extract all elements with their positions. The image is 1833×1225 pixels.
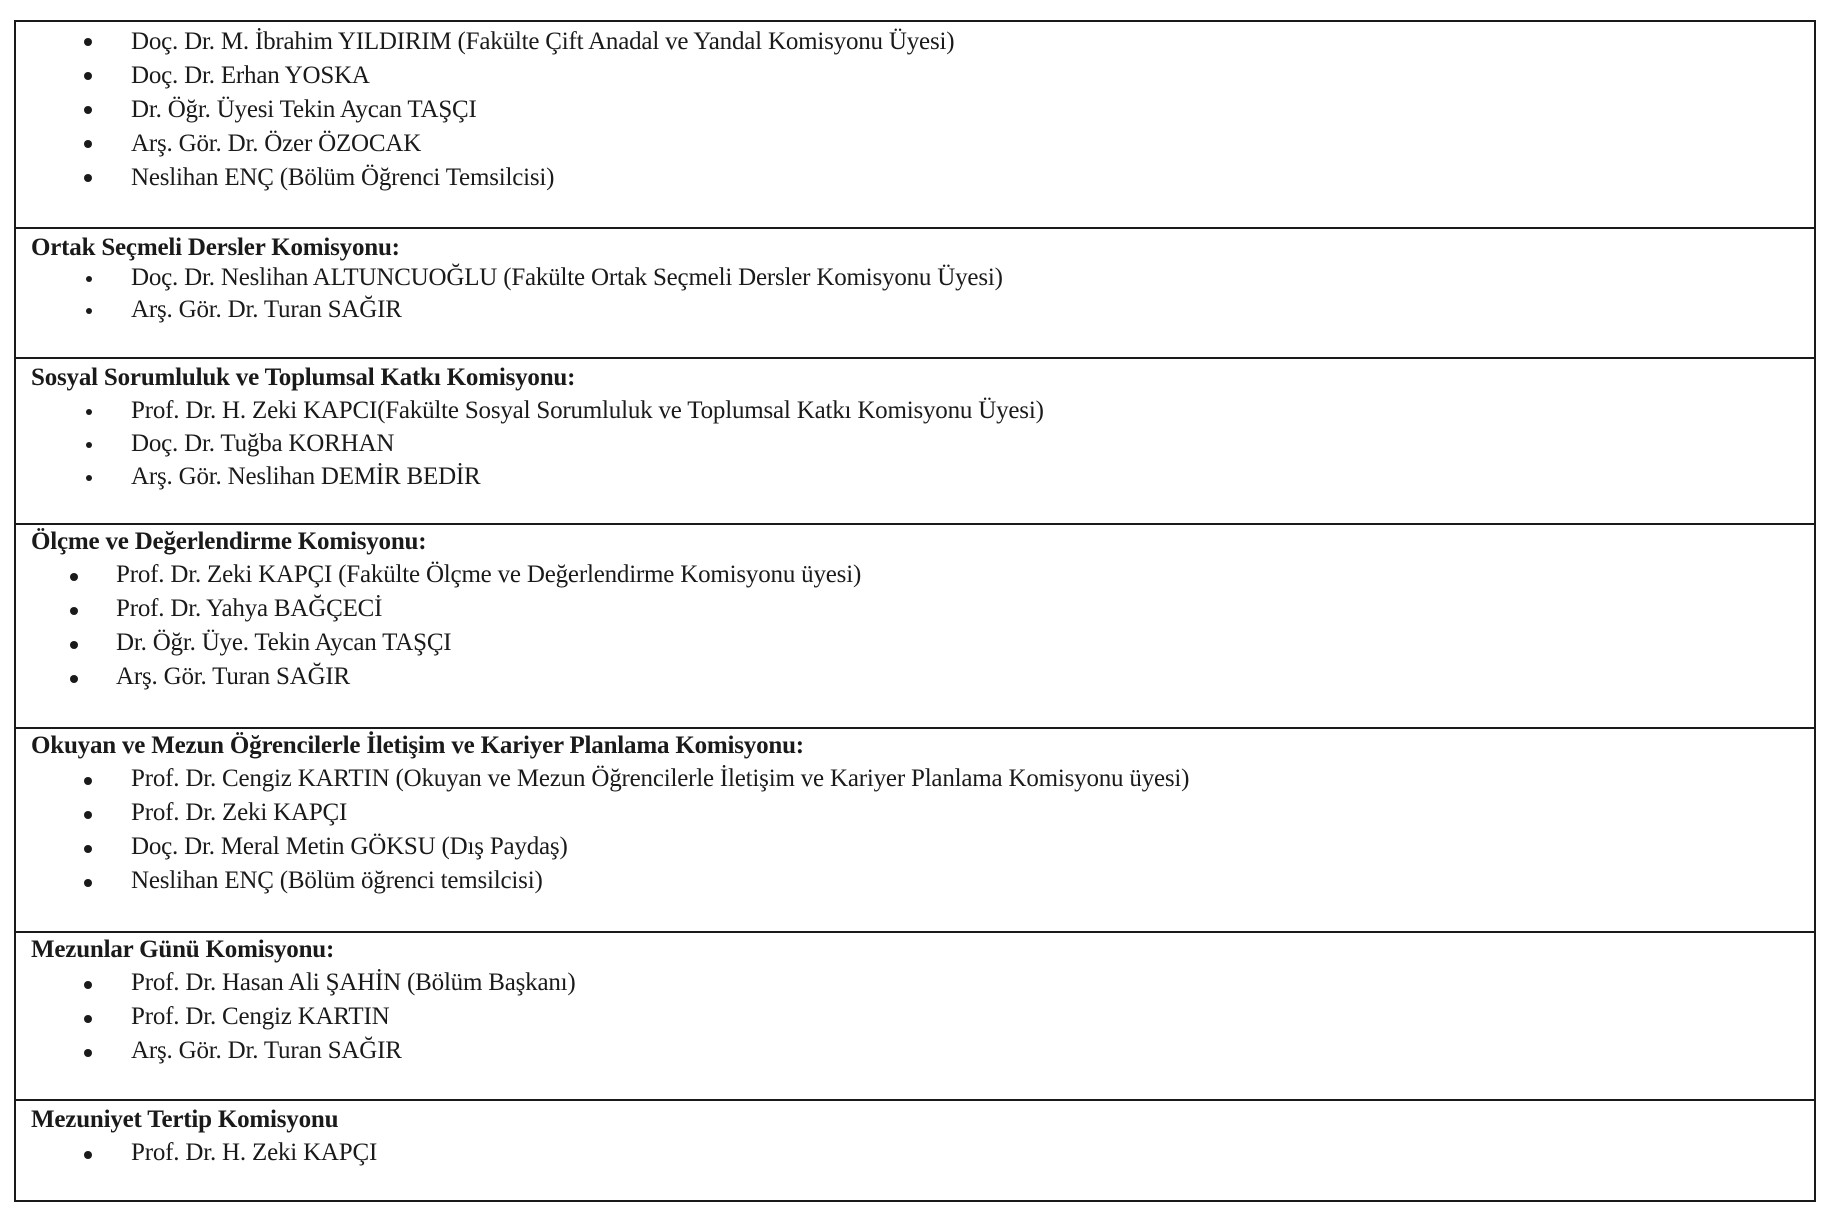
bullet: [84, 1015, 92, 1023]
bullet: [84, 1049, 92, 1057]
list-item: Dr. Öğr. Üye. Tekin Aycan TAŞÇI: [116, 629, 452, 656]
section-ortak-secmeli: [16, 227, 1814, 357]
bullet: [84, 38, 92, 46]
bullet: [70, 573, 78, 581]
list-item: Doç. Dr. Meral Metin GÖKSU (Dış Paydaş): [131, 833, 568, 860]
list-item: Prof. Dr. H. Zeki KAPÇI: [131, 1139, 378, 1166]
section-sosyal-sorumluluk: [16, 357, 1814, 523]
list-item: Arş. Gör. Turan SAĞIR: [116, 663, 351, 690]
bullet: [86, 409, 92, 415]
section-title: Ölçme ve Değerlendirme Komisyonu:: [31, 528, 427, 555]
list-item: Arş. Gör. Dr. Özer ÖZOCAK: [131, 130, 422, 157]
committee-table: [14, 20, 1816, 1202]
list-item: Prof. Dr. Yahya BAĞÇECİ: [116, 595, 383, 622]
list-item: Doç. Dr. M. İbrahim YILDIRIM (Fakülte Çift Anadal ve Yandal Komisyonu Üyesi): [131, 28, 955, 55]
bullet: [70, 641, 78, 649]
bullet: [70, 675, 78, 683]
section-title: Mezunlar Günü Komisyonu:: [31, 936, 335, 963]
bullet: [86, 442, 92, 448]
bullet: [84, 140, 92, 148]
section-olcme-degerlendirme: [16, 523, 1814, 727]
section-mezunlar-gunu: [16, 931, 1814, 1099]
list-item: Prof. Dr. Cengiz KARTIN: [131, 1003, 390, 1030]
bullet: [84, 174, 92, 182]
section-title: Mezuniyet Tertip Komisyonu: [31, 1106, 339, 1133]
list-item: Arş. Gör. Dr. Turan SAĞIR: [131, 1037, 402, 1064]
list-item: Prof. Dr. Cengiz KARTIN (Okuyan ve Mezun Öğrencilerle İletişim ve Kariyer Planlama Komisyonu üyesi): [131, 765, 1190, 792]
list-item: Prof. Dr. Zeki KAPÇI (Fakülte Ölçme ve Değerlendirme Komisyonu üyesi): [116, 561, 862, 588]
bullet: [84, 106, 92, 114]
section-title: Okuyan ve Mezun Öğrencilerle İletişim ve Kariyer Planlama Komisyonu:: [31, 732, 804, 759]
bullet: [84, 845, 92, 853]
bullet: [86, 475, 92, 481]
list-item: Arş. Gör. Dr. Turan SAĞIR: [131, 296, 402, 323]
list-item: Doç. Dr. Tuğba KORHAN: [131, 430, 395, 457]
list-item: Neslihan ENÇ (Bölüm Öğrenci Temsilcisi): [131, 164, 555, 191]
list-item: Prof. Dr. H. Zeki KAPCI(Fakülte Sosyal Sorumluluk ve Toplumsal Katkı Komisyonu Üyesi): [131, 397, 1044, 424]
bullet: [86, 308, 92, 314]
section-mezuniyet-tertip: [16, 1099, 1814, 1200]
bullet: [84, 72, 92, 80]
list-item: Dr. Öğr. Üyesi Tekin Aycan TAŞÇI: [131, 96, 477, 123]
list-item: Prof. Dr. Hasan Ali ŞAHİN (Bölüm Başkanı): [131, 969, 576, 996]
list-item: Neslihan ENÇ (Bölüm öğrenci temsilcisi): [131, 867, 543, 894]
bullet: [84, 981, 92, 989]
list-item: Prof. Dr. Zeki KAPÇI: [131, 799, 348, 826]
bullet: [84, 1151, 92, 1159]
bullet: [84, 879, 92, 887]
section-iletisim-kariyer: [16, 727, 1814, 931]
list-item: Doç. Dr. Neslihan ALTUNCUOĞLU (Fakülte Ortak Seçmeli Dersler Komisyonu Üyesi): [131, 264, 1003, 291]
section-title: Sosyal Sorumluluk ve Toplumsal Katkı Komisyonu:: [31, 364, 576, 391]
bullet: [84, 811, 92, 819]
section-title: Ortak Seçmeli Dersler Komisyonu:: [31, 234, 400, 261]
bullet: [84, 777, 92, 785]
list-item: Arş. Gör. Neslihan DEMİR BEDİR: [131, 463, 481, 490]
bullet: [86, 276, 92, 282]
list-item: Doç. Dr. Erhan YOSKA: [131, 62, 370, 89]
bullet: [70, 607, 78, 615]
section-cift-anadal: [16, 22, 1814, 227]
